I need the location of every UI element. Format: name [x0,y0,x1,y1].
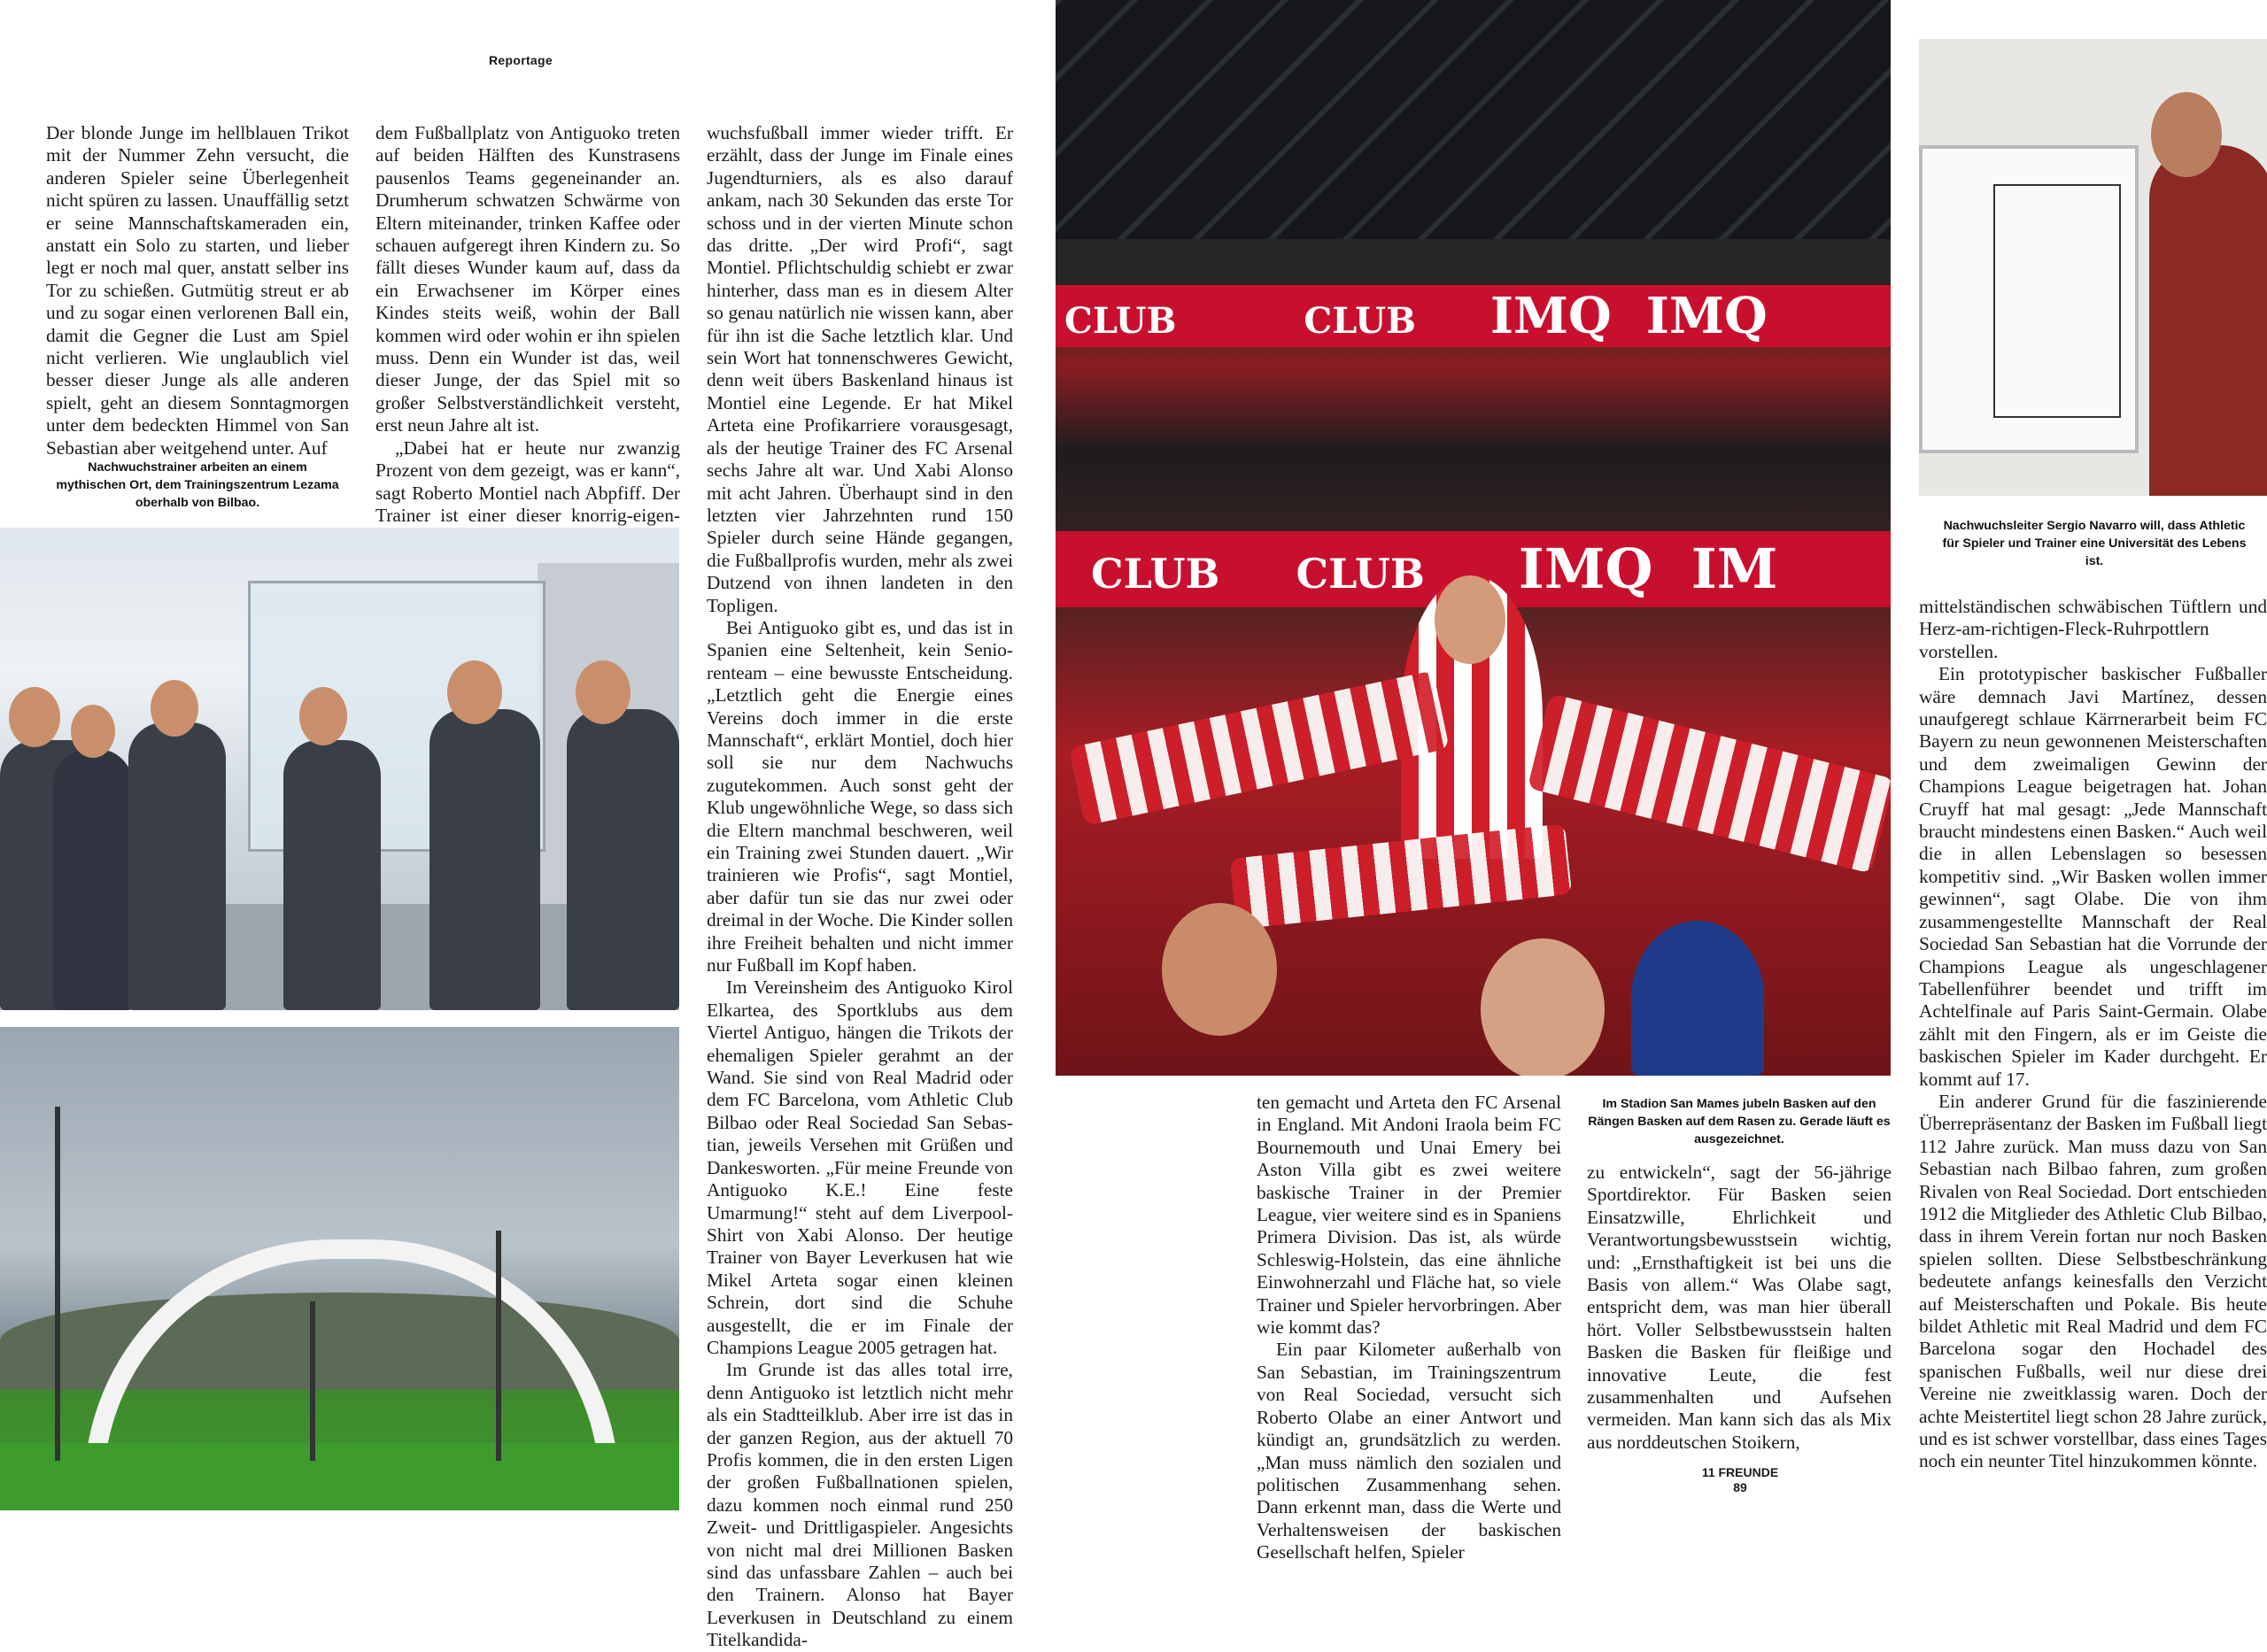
paragraph: Im Grunde ist das alles total irre, denn Antiguoko ist letztlich nicht mehr als ein Stadtteilklub. Aber irre ist das in der ganzen Region, aus der aktuell 70 Profis kommen, die in den ersten Ligen der großen Fußballnationen spielen, dazu kommen noch einmal rund 250 Zweit- und Drittligaspieler. Angesichts von nicht mal drei Millionen Basken sind das unfassbare Zahlen – auch bei den Trainern. Alonso hat Bayer Leverkusen in Deutschland zu einem Titelkandida- [707,1359,1013,1651]
text-column-3 [707,122,1013,1652]
photo-banner-club: CLUB [1304,300,1416,342]
paragraph: Der blonde Junge im hellblauen Trikot mit der Nummer Zehn versucht, die anderen Spieler seine Überlegenheit nicht spüren zu lassen. Unauffällig setzt er seine Mannschaftskameraden ein, anstatt ein Solo zu starten, und lieber legt er noch mal quer, anstatt selber ins Tor zu schießen. Gutmütig streut er ab und zu sogar einen verlorenen Ball ein, damit die Gegner die Lust am Spiel nicht verlieren. Wie unglaublich viel besser dieser Junge als alle anderen spielt, geht an diesem Sonntagmorgen unter dem bedeckten Himmel von San Sebastian aber weitgehend unter. Auf [46,122,349,459]
photo-head [9,687,60,747]
photo-person [53,749,133,1010]
photo-coach-whiteboard [1919,39,2267,496]
paragraph: dem Fußballplatz von Antiguoko treten auf beiden Hälften des Kunstrasens pausenlos Teams gegeneinander an. Drumherum schwatzen Schwärme von Eltern miteinander, trinken Kaffee oder schauen aufgeregt ihren Kindern zu. So fällt dieses Wunder kaum auf, dass da ein Erwachsener im Körper eines Kindes steits weiß, wohin der Ball kommen wird oder wohin er ihn spielen muss. Denn ein Wunder ist das, weil dieser Junge, der das Spiel mit so großer Selbstverständlichkeit versteht, erst neun Jahre alt ist. [375,122,680,436]
photo-banner-club: CLUB [1296,550,1425,598]
photo-head [299,687,347,745]
photo-caption-navarro: Nachwuchsleiter Sergio Navarro will, dass Athletic für Spieler und Trainer eine Universität des Lebens ist. [1942,519,2247,568]
photo-caption-stadium: Im Stadion San Mames jubeln Basken auf den Rängen Basken auf dem Rasen zu. Gerade läuft es ausgezeichnet. [1588,1097,1891,1146]
paragraph: Ein anderer Grund für die faszinierende Überrepräsentanz der Basken im Fußball liegt 112 Jahre zurück. Man muss dazu von San Sebastian nach Bilbao fahren, zum großen Rivalen von Real Sociedad. Dort entschieden 1912 die Mitglieder des Athletic Club Bilbao, dass in ihrem Verein fortan nur noch Basken spielen sollten. Diese Selbstbeschränkung bedeutete anfangs keinesfalls den Verzicht auf Meisterschaften und Pokale. Bis heute bildet Athletic mit Real Madrid und dem FC Barcelona sogar den Hochadel des spanischen Fußballs, weil nur diese drei Vereine nie zweitklassig waren. Doch der achte Meistertitel liegt schon 28 Jahre zurück, und es ist schwer vorstellbar, dass eines Tages noch ein neunter Titel hinzukommen könnte. [1919,1090,2267,1472]
photo-floodlight-mast [496,1231,501,1461]
page-number: 89 [1733,1480,1747,1494]
photo-head [1162,903,1277,1036]
photo-fan [1631,921,1764,1076]
photo-floodlight-mast [55,1107,60,1461]
paragraph: Im Vereinsheim des Antiguoko Kirol Elkartea, des Sportklubs aus dem Viertel Antiguo, hängen die Trikots der ehemaligen Spieler gerahmt an der Wand. Sie sind von Real Madrid oder dem FC Barcelona, vom Athletic Club Bilbao oder Real Sociedad San Sebastian, jeweils Versehen mit Grüßen und Dankesworten. „Für meine Freunde von Antiguoko K.E.! Eine feste Umarmung!“ steht auf dem Liverpool-Shirt von Xabi Alonso. Der heutige Trainer von Bayer Leverkusen hat wie Mikel Arteta sogar einen kleinen Schrein, dort sind die Schuhe ausgestellt, die er im Finale der Champions League 2005 getragen hat. [707,977,1013,1358]
magazine-name: 11 FREUNDE [1701,1465,1779,1479]
paragraph: wuchsfußball immer wieder trifft. Er erzählt, dass der Junge im Finale eines Jugendturniers, als es also darauf ankam, nach 30 Sekunden das erste Tor schoss und in der vierten Minute schon das dritte. „Der wird Profi“, sagt Montiel. Pflichtschuldig schiebt er zwar hinterher, dass man es in diesem Alter so genau natürlich nie wissen kann, aber für ihn ist die Sache letztlich klar. Und sein Wort hat tonnenschweres Gewicht, denn weit übers Baskenland hinaus ist Montiel eine Legende. Er hat Mikel Arteta eine Profikarriere vorausgesagt, als der heutige Trainer des FC Arsenal sechs Jahre alt war. Und Xabi Alonso mit acht Jahren. Überhaupt sind in den letzten vier Jahrzehnten rund 150 Spieler durch seine Hände gegangen, die Fußballprofis wurden, mehr als zwei Dutzend von ihnen landeten in den Topligen. [707,122,1013,616]
section-label: Reportage [489,53,553,67]
photo-scarf [1528,693,1891,874]
photo-whiteboard [1919,145,2139,453]
text-column-1 [46,122,349,459]
text-column-6 [1919,596,2267,1473]
photo-floodlight-mast [310,1301,315,1461]
page-footer [1665,1465,1815,1495]
photo-stadium-crowd [1056,0,1891,1076]
photo-banner-club: CLUB [1064,300,1177,342]
photo-training-pitch [0,1027,679,1510]
photo-scarf [1069,670,1450,825]
photo-coach-head [2151,92,2222,177]
photo-person [283,740,381,1010]
paragraph: Ein prototypischer baskischer Fußballer wäre demnach Javi Martínez, dessen unaufgeregt schlaue Kärrnerarbeit beim FC Bayern zu neun gewonnenen Meisterschaften und dem zweimaligen Gewinn der Champions League beigetragen hat. Johan Cruyff hat mal gesagt: „Jede Mannschaft braucht mindestens einen Basken.“ Auch weil die in allen Lebenslagen so besessen kompetitiv sind. „Wir Basken wollen immer gewinnen“, sagt Olabe. Die von ihm zusammengestellte Mannschaft der Real Sociedad San Sebastian hat die Vorrunde der Champions League als ungeschlagener Tabellenführer beendet und trifft im Achtelfinale auf Paris Saint-Germain. Olabe zählt mit den Fingern, als er im Geiste die baskischen Spieler im Kader durchgeht. Er kommt auf 17. [1919,663,2267,1090]
paragraph: Bei Antiguoko gibt es, und das ist in Spanien eine Seltenheit, kein Seniorenteam – eine bewusste Entscheidung. „Letztlich geht die Energie eines Vereins doch immer in die erste Mannschaft“, erklärt Montiel, doch hier soll sie nur dem Nachwuchs zugutekommen. Auch sonst geht der Klub ungewöhnliche Wege, so dass sich die Eltern manchmal beschweren, weil ein Training zwei Stunden dauert. „Wir trainieren wie Profis“, sagt Montiel, aber dafür tun sie das nur zwei oder dreimal in der Woche. Die Kinder sollen ihre Freiheit behalten und nicht immer nur Fußball im Kopf haben. [707,616,1013,977]
text-column-2 [375,122,680,550]
photo-grass [0,1443,679,1510]
photo-pitch-drawing [1993,184,2121,418]
text-column-5 [1587,1162,1892,1454]
paragraph: Ein paar Kilometer außerhalb von San Sebastian, im Trainingszentrum von Real Sociedad, versucht sich Roberto Olabe an einer Antwort und kündigt an, grundsätzlich zu werden. „Man muss nämlich den sozialen und politischen Zusammenhang sehen. Dann erkennt man, dass die Werte und Verhaltensweisen der baskischen Gesellschaft helfen, Spieler [1257,1339,1561,1563]
paragraph: ten gemacht und Arteta den FC Arsenal in England. Mit Andoni Iraola beim FC Bournemouth und Unai Emery bei Aston Villa gibt es zwei weitere baskische Trainer in der Premier League, vier weitere sind es in Spaniens Primera Division. Das ist, als würde Schleswig-Holstein, das eine ähnliche Einwohnerzahl und Fläche hat, so viele Trainer und Spieler hervorbringen. Aber wie kommt das? [1257,1092,1561,1339]
paragraph: „Dabei hat er heute nur zwanzig Prozent von dem gezeigt, was er kann“, sagt Roberto Montiel nach Abpfiff. Der Trainer ist einer dieser knorrig-eigen [375,436,680,526]
photo-banner-club: CLUB [1091,550,1220,598]
photo-head [447,660,502,724]
photo-head [1481,938,1605,1076]
photo-person [128,722,226,1010]
photo-head [71,705,115,758]
paragraph: zu entwickeln“, sagt der 56-jährige Sportdirektor. Für Basken seien Einsatzwille, Ehrlichkeit und Verantwortungsbewusstsein wichtig, und: „Ernsthaftigkeit ist bei uns die Basis von allem.“ Was Olabe sagt, entspricht dem, was man hier überall hört. Voller Selbstbewusstsein halten Basken die Basken für fleißige und innovative Leute, die fest zusammenhalten und Aufsehen vermeiden. Man kann sich das als Mix aus norddeutschen Stoikern, [1587,1162,1892,1453]
paragraph: mittelständischen schwäbischen Tüftlern und Herz-am-richtigen-Fleck-Ruhrpottlern vorstellen. [1919,596,2267,662]
photo-person [567,709,679,1010]
photo-roof [1056,0,1891,239]
photo-person [429,709,540,1010]
photo-training-center-interior [0,528,679,1010]
photo-head [576,660,631,724]
photo-caption-lezama: Nachwuchstrainer arbeiten an einem mythischen Ort, dem Trainingszentrum Lezama oberhalb von Bilbao. [56,460,339,510]
photo-head [1435,575,1505,664]
photo-coach-body [2149,145,2267,496]
photo-banner-imq: IMQ IMQ [1489,287,1768,345]
photo-banner-top [1056,285,1891,347]
photo-banner-imq: IMQ IM [1518,537,1778,601]
text-column-4 [1257,1092,1561,1564]
photo-head [151,680,198,737]
